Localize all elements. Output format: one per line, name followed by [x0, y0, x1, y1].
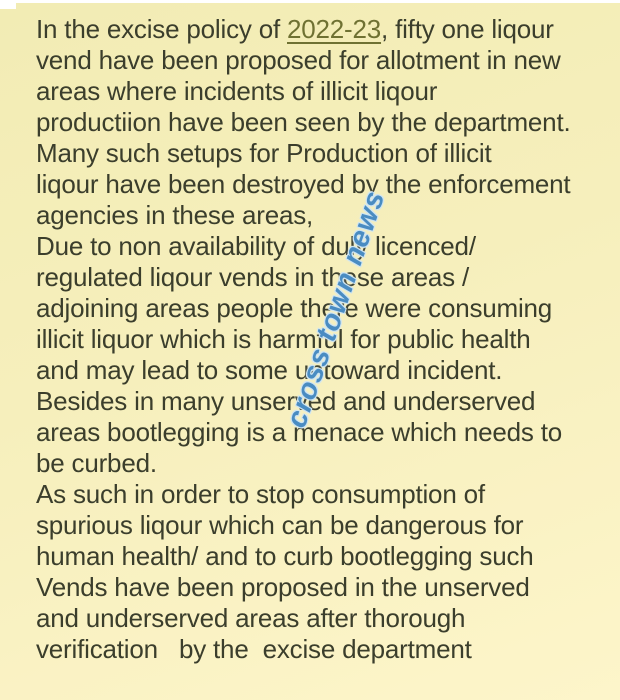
- text-segment: human health/ and to curb bootlegging such: [36, 541, 534, 571]
- text-line: [36, 386, 612, 417]
- text-segment: Vends have been proposed in the unserved: [36, 572, 530, 602]
- text-segment: In the excise policy of: [36, 14, 287, 44]
- text-line: [36, 231, 612, 262]
- text-segment: spurious liqour which can be dangerous for: [36, 510, 524, 540]
- text-line: [36, 138, 612, 169]
- text-segment: verification by the excise department: [36, 634, 472, 664]
- underlined-year-text: 2022-23: [287, 14, 382, 44]
- top-edge-artifact: [0, 0, 620, 3]
- text-line: [36, 572, 612, 603]
- text-line: [36, 262, 612, 293]
- text-line: [36, 603, 612, 634]
- text-line: [36, 541, 612, 572]
- text-line: [36, 634, 612, 665]
- top-left-corner-artifact: [0, 0, 16, 9]
- text-segment: , fifty one liqour: [381, 14, 554, 44]
- crosstown-news-watermark: cross town news: [279, 186, 392, 432]
- text-segment: and may lead to some untoward incident.: [36, 355, 503, 385]
- text-segment: Besides in many unserved and underserved: [36, 386, 536, 416]
- text-line: [36, 510, 612, 541]
- text-segment: Due to non availability of duly licenced/: [36, 231, 476, 261]
- text-line: [36, 45, 612, 76]
- text-line: [36, 76, 612, 107]
- text-line: [36, 107, 612, 138]
- text-segment: illicit liquor which is harmful for public health: [36, 324, 531, 354]
- text-segment: agencies in these areas,: [36, 200, 314, 230]
- text-segment: vend have been proposed for allotment in new: [36, 45, 561, 75]
- text-line: [36, 293, 612, 324]
- text-line: [36, 355, 612, 386]
- text-segment: Many such setups for Production of illicit: [36, 138, 492, 168]
- text-segment: liqour have been destroyed by the enforcement: [36, 169, 571, 199]
- text-segment: As such in order to stop consumption of: [36, 479, 485, 509]
- text-segment: areas bootlegging is a menace which needs to: [36, 417, 562, 447]
- document-text: [36, 14, 612, 665]
- text-segment: be curbed.: [36, 448, 157, 478]
- text-segment: areas where incidents of illicit liqour: [36, 76, 438, 106]
- text-line: [36, 14, 612, 45]
- text-line: [36, 200, 612, 231]
- text-line: [36, 448, 612, 479]
- text-line: [36, 324, 612, 355]
- text-segment: adjoining areas people there were consuming: [36, 293, 553, 323]
- text-segment: productiion have been seen by the department.: [36, 107, 571, 137]
- text-line: [36, 169, 612, 200]
- text-line: [36, 479, 612, 510]
- text-segment: and underserved areas after thorough: [36, 603, 466, 633]
- text-segment: regulated liqour vends in these areas /: [36, 262, 470, 292]
- text-line: [36, 417, 612, 448]
